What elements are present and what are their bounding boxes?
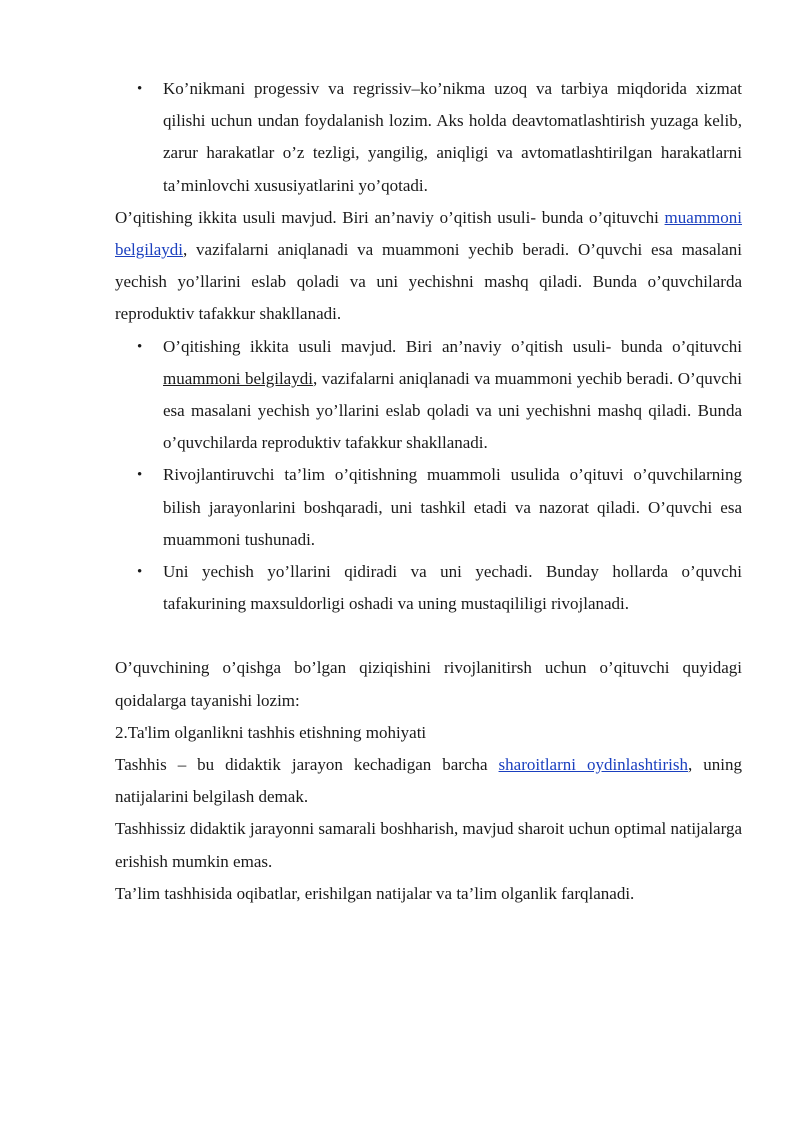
list-item-text: Ko’nikmani progessiv va regrissiv–ko’nikma uzoq va tarbiya miqdorida xizmat qilishi uchun undan foydalanish lozim. Aks holda deavtomatlashtirish yuzaga kelib, zarur harakatlar o’z tezligi, yangilig, aniqligi va avtomatlashtirilgan harakatlarni ta’minlovchi xususiyatlarini yo’qotadi. [163, 79, 742, 195]
bullet-list-2 [115, 331, 742, 621]
underlined-text: muammoni belgilaydi [163, 368, 313, 388]
section-heading: 2.Ta'lim olganlikni tashhis etishning mohiyati [115, 722, 427, 742]
bullet-icon: • [137, 564, 143, 581]
bullet-list-1 [115, 73, 742, 202]
document-body [115, 73, 742, 910]
link-muammoni-belgilaydi[interactable]: muammoni belgilaydi [115, 207, 742, 260]
paragraph: O’quvchining o’qishga bo’lgan qiziqishini rivojlanitirsh uchun o’qituvchi quyidagi qoidalarga tayanishi lozim: [115, 658, 742, 710]
list-item-text: Uni yechish yo’llarini qidiradi va uni yechadi. Bunday hollarda o’quvchi tafakurining maxsuldorligi oshadi va uning mustaqililigi rivojlanadi. [163, 562, 742, 614]
bullet-icon: • [137, 81, 143, 97]
paragraph: Tashhissiz didaktik jarayonni samarali boshharish, mavjud sharoit uchun optimal natijalarga erishish mumkin emas. [115, 819, 742, 871]
list-item [115, 73, 742, 202]
paragraph: Tashhis – bu didaktik jarayon kechadigan barcha sharoitlarni oydinlashtirish, uning natijalarini belgilash demak. [115, 755, 742, 807]
paragraph: Ta’lim tashhisida oqibatlar, erishilgan natijalar va ta’lim olganlik farqlanadi. [115, 883, 635, 903]
link-sharoitlarni-oydinlashtirish[interactable]: sharoitlarni oydinlashtirish [498, 755, 689, 775]
paragraph: O’qitishing ikkita usuli mavjud. Biri an’naviy o’qitish usuli- bunda o’qituvchi muammoni belgilaydi, vazifalarni aniqlanadi va muammoni yechib beradi. O’quvchi esa masalani yechish yo’llarini eslab qoladi va uni yechishni mashq qiladi. Bunda o’quvchilarda reproduktiv tafakkur shakllanadi. [115, 207, 742, 324]
list-item [115, 459, 742, 556]
list-item-text: Rivojlantiruvchi ta’lim o’qitishning muammoli usulida o’qituvi o’quvchilarning bilish jarayonlarini boshqaradi, uni tashkil etadi va nazorat qiladi. O’quvchi esa muammoni tushunadi. [163, 465, 742, 549]
bullet-icon: • [137, 467, 143, 484]
list-item: • O’qitishing ikkita usuli mavjud. Biri an’naviy o’qitish usuli- bunda o’qituvchi muammoni belgilaydi, vazifalarni aniqlanadi va muammoni yechib beradi. O’quvchi esa masalani yechish yo’llarini eslab qoladi va uni yechishni mashq qiladi. Bunda o’quvchilarda reproduktiv tafakkur shakllanadi. [115, 331, 742, 460]
list-item [115, 556, 742, 620]
bullet-icon: • [137, 338, 143, 355]
spacer [115, 620, 742, 652]
